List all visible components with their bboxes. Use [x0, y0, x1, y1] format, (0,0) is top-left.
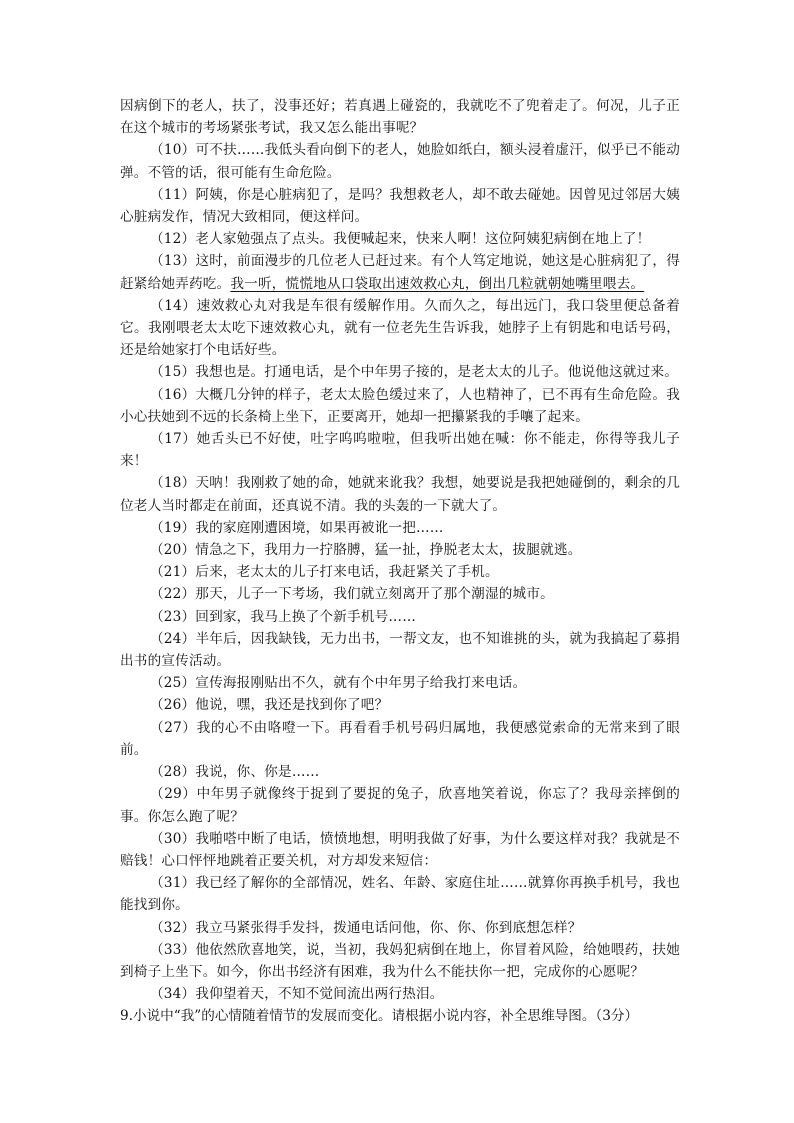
paragraph-16: （16）大概几分钟的样子，老太太脸色缓过来了，人也精神了，已不再有生命危险。我小心扶她到不远的长条椅上坐下，正要离开，她却一把攥紧我的手嚷了起来。 [120, 386, 680, 425]
paragraph-23: （23）回到家，我马上换了个新手机号…… [150, 608, 416, 625]
paragraph-intro: 因病倒下的老人，扶了，没事还好；若真遇上碰瓷的，我就吃不了兜着走了。何况，儿子正在这个城市的考场紧张考试，我又怎么能出事呢？ [120, 98, 680, 137]
paragraph-32: （32）我立马紧张得手发抖，拨通电话问他，你、你、你到底想怎样？ [150, 919, 582, 936]
paragraph-20: （20）情急之下，我用力一拧胳膊，猛一扯，挣脱老太太，拔腿就逃。 [150, 542, 582, 559]
paragraph-30: （30）我啪嗒中断了电话，愤愤地想，明明我做了好事，为什么要这样对我？我就是不赔钱！心口怦怦地跳着正要关机，对方却发来短信： [120, 830, 680, 869]
paragraph-19: （19）我的家庭刚遭困境，如果再被讹一把…… [150, 519, 444, 536]
document-page [120, 95, 680, 1028]
paragraph-17: （17）她舌头已不好使，吐字呜呜啦啦，但我听出她在喊：你不能走，你得等我儿子来！ [120, 431, 680, 470]
paragraph-15: （15）我想也是。打通电话，是个中年男子接的，是老太太的儿子。他说他这就过来。 [150, 364, 679, 381]
paragraph-31: （31）我已经了解你的全部情况，姓名、年龄、家庭住址……就算你再换手机号，我也能找到你。 [120, 875, 680, 914]
paragraph-13-underlined: 我一听，慌慌地从口袋取出速效救心丸，倒出几粒就朝她嘴里喂去。 [230, 275, 645, 292]
paragraph-33: （33）他依然欣喜地笑，说，当初，我妈犯病倒在地上，你冒着风险，给她喂药，扶她到椅子上坐下。如今，你出书经济有困难，我为什么不能扶你一把，完成你的心愿呢？ [120, 941, 680, 980]
paragraph-11: （11）阿姨，你是心脏病犯了，是吗？我想救老人，却不敢去碰她。因曾见过邻居大姨心脏病发作，情况大致相同，便这样问。 [120, 186, 680, 226]
paragraph-22: （22）那天，儿子一下考场，我们就立刻离开了那个潮湿的城市。 [150, 586, 554, 603]
paragraph-24: （24）半年后，因我缺钱，无力出书，一帮文友，也不知谁挑的头，就为我搞起了募捐出书的宣传活动。 [120, 630, 680, 670]
paragraph-18: （18）天呐！我刚救了她的命，她就来讹我？我想，她要说是我把她碰倒的，剩余的几位老人当时都走在前面，还真说不清。我的头轰的一下就大了。 [120, 475, 680, 514]
paragraph-14: （14）速效救心丸对我是车很有缓解作用。久而久之，每出远门，我口袋里便总备着它。我刚喂老太太吃下速效救心丸，就有一位老先生告诉我，她脖子上有钥匙和电话号码，还是给她家打个电话好些。 [120, 297, 680, 359]
paragraph-28: （28）我说，你、你是…… [150, 764, 320, 781]
paragraph-25: （25）宣传海报刚贴出不久，就有个中年男子给我打来电话。 [150, 675, 527, 692]
paragraph-13-text: （13）这时，前面漫步的几位老人已赶过来。有个人笃定地说，她这是心脏病犯了，得赶紧给她弄药吃。 [120, 253, 680, 292]
paragraph-34: （34）我仰望着天，不知不觉间流出两行热泪。 [150, 986, 444, 1003]
paragraph-12: （12）老人家勉强点了点头。我便喊起来，快来人啊！这位阿姨犯病倒在地上了！ [150, 231, 651, 248]
paragraph-27: （27）我的心不由咯噔一下。再看看手机号码归属地，我便感觉索命的无常来到了眼前。 [120, 719, 680, 758]
paragraph-13 [120, 250, 680, 294]
question-9: 9.小说中“我”的心情随着情节的发展而变化。请根据小说内容，补全思维导图。（3分） [120, 1008, 639, 1025]
paragraph-26: （26）他说，嘿，我还是找到你了吧？ [150, 697, 389, 714]
paragraph-29: （29）中年男子就像终于捉到了要捉的兔子，欣喜地笑着说，你忘了？我母亲摔倒的事。你怎么跑了呢？ [120, 786, 680, 825]
paragraph-21: （21）后来，老太太的儿子打来电话，我赶紧关了手机。 [150, 564, 499, 581]
paragraph-10: （10）可不扶……我低头看向倒下的老人，她脸如纸白，额头浸着虚汗，似乎已不能动弹。不管的话，很可能有生命危险。 [120, 142, 680, 181]
